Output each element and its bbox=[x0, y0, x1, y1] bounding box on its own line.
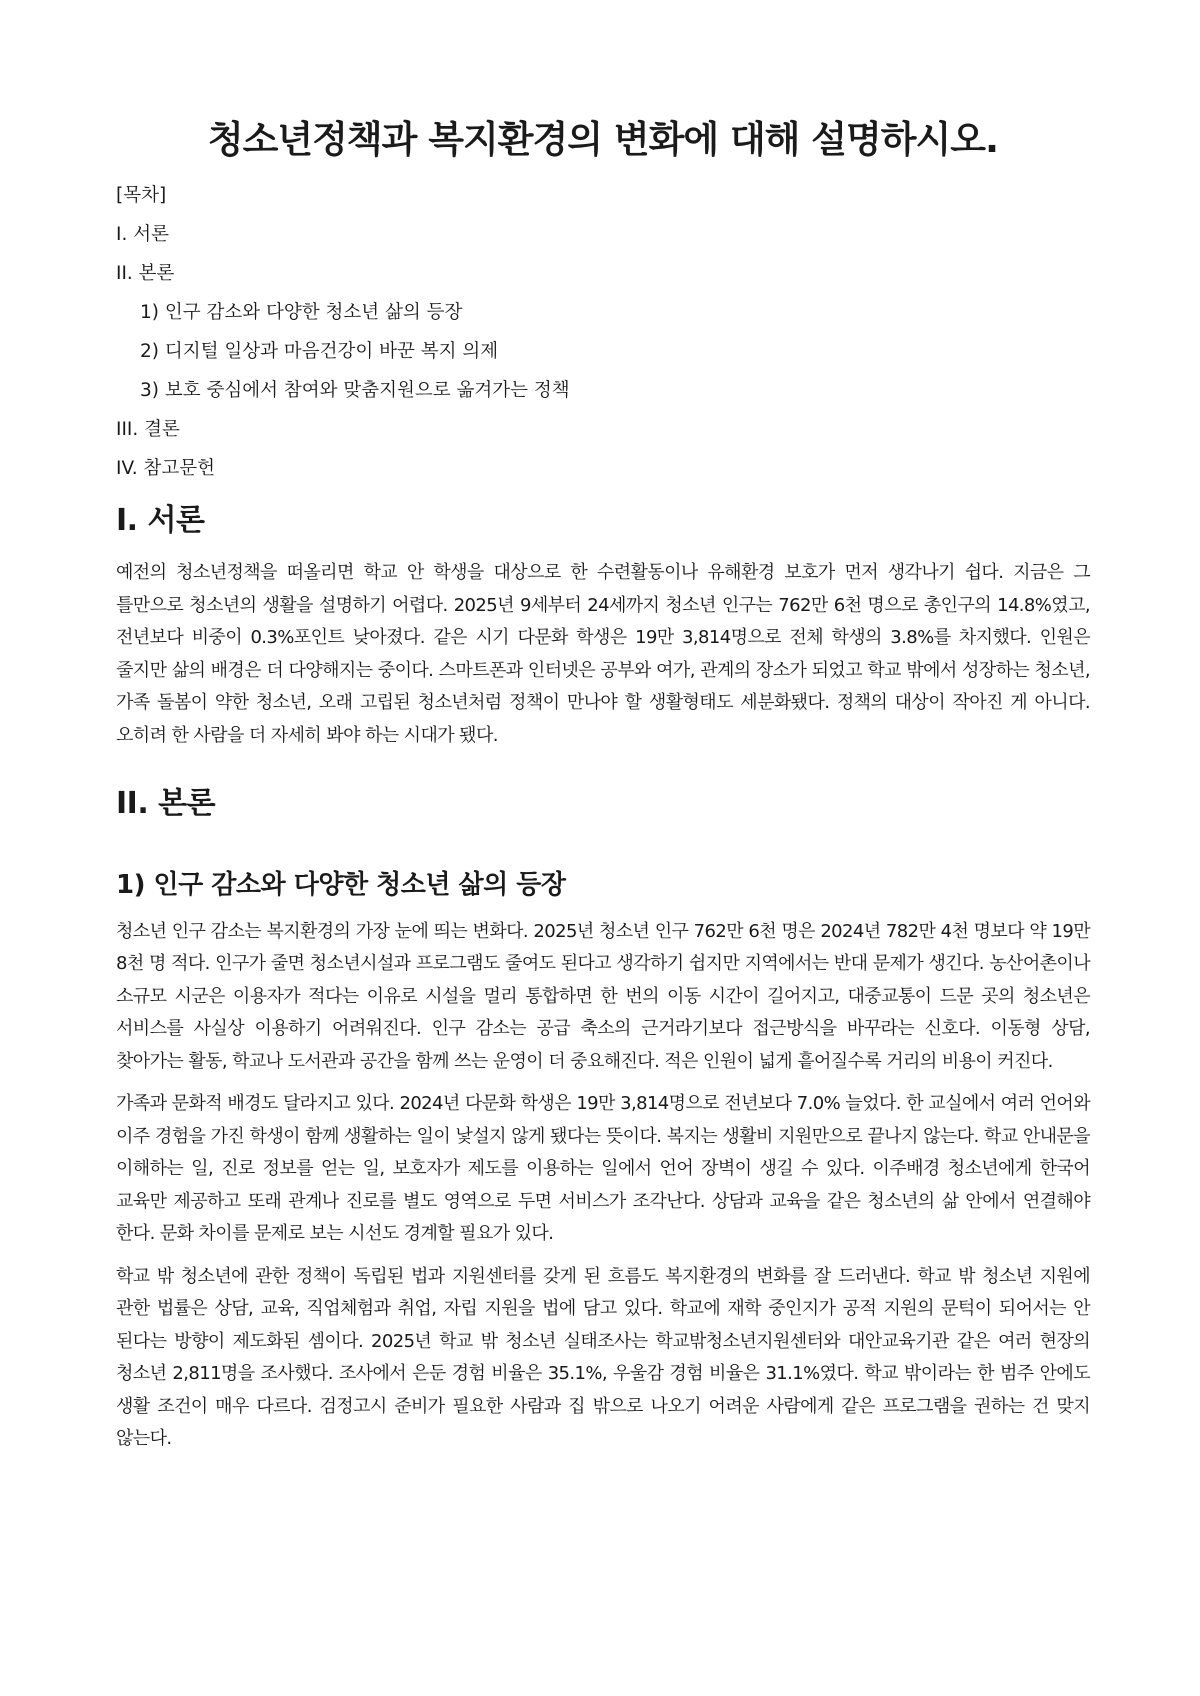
toc-item-intro: I. 서론 bbox=[116, 224, 169, 246]
section-spacer bbox=[116, 762, 1090, 786]
toc-heading: [목차] bbox=[116, 185, 167, 207]
body-section1-paragraph-3: 학교 밖 청소년에 관한 정책이 독립된 법과 지원센터를 갖게 된 흐름도 복지환경의 변화를 잘 드러낸다. 학교 밖 청소년 지원에 관한 법률은 상담, 교육, 직업체험과 취업, 자립 지원을 법에 담고 있다. 학교에 재학 중인지가 공적 지원의 문턱이 되어서는 안 된다는 방향이 제도화된 셈이다. 2025년 학교 밖 청소년 실태조사는 학교밖청소년지원센터와 대안교육기관 같은 여러 현장의 청소년 2,811명을 조사했다. 조사에서 은둔 경험 비율은 35.1%, 우울감 경험 비율은 31.1%였다. 학교 밖이라는 한 범주 안에도 생활 조건이 매우 다르다. 검정고시 준비가 필요한 사람과 집 밖으로 나오기 어려운 사람에게 같은 프로그램을 권하는 건 맞지 않는다. bbox=[116, 1265, 1090, 1450]
body-section1-heading: 1) 인구 감소와 다양한 청소년 삶의 등장 bbox=[116, 870, 566, 901]
toc-item-body-1: 1) 인구 감소와 다양한 청소년 삶의 등장 bbox=[140, 302, 463, 324]
toc-item-references: IV. 참고문헌 bbox=[116, 458, 215, 480]
toc-item-body-3: 3) 보호 중심에서 참여와 맞춤지원으로 옮겨가는 정책 bbox=[140, 380, 570, 402]
body-section1-paragraph-2: 가족과 문화적 배경도 달라지고 있다. 2024년 다문화 학생은 19만 3,814명으로 전년보다 7.0% 늘었다. 한 교실에서 여러 언어와 이주 경험을 가진 학생이 함께 생활하는 일이 낯설지 않게 됐다는 뜻이다. 복지는 생활비 지원만으로 끝나지 않는다. 학교 안내문을 이해하는 일, 진로 정보를 얻는 일, 보호자가 제도를 이용하는 일에서 언어 장벽이 생길 수 있다. 이주배경 청소년에게 한국어 교육만 제공하고 또래 관계나 진로를 별도 영역으로 두면 서비스가 조각난다. 상담과 교육을 같은 청소년의 삶 안에서 연결해야 한다. 문화 차이를 문제로 보는 시선도 경계할 필요가 있다. bbox=[116, 1093, 1090, 1245]
toc-item-body-2: 2) 디지털 일상과 마음건강이 바꾼 복지 의제 bbox=[140, 341, 499, 363]
intro-paragraph: 예전의 청소년정책을 떠올리면 학교 안 학생을 대상으로 한 수련활동이나 유해환경 보호가 먼저 생각나기 쉽다. 지금은 그 틀만으로 청소년의 생활을 설명하기 어렵다. 2025년 9세부터 24세까지 청소년 인구는 762만 6천 명으로 총인구의 14.8%였고, 전년보다 비중이 0.3%포인트 낮아졌다. 같은 시기 다문화 학생은 19만 3,814명으로 전체 학생의 3.8%를 차지했다. 인원은 줄지만 삶의 배경은 더 다양해지는 중이다. 스마트폰과 인터넷은 공부와 여가, 관계의 장소가 되었고 학교 밖에서 성장하는 청소년, 가족 돌봄이 약한 청소년, 오래 고립된 청소년처럼 정책이 만나야 할 생활형태도 세분화됐다. 정책의 대상이 작아진 게 아니다. 오히려 한 사람을 더 자세히 봐야 하는 시대가 됐다. bbox=[116, 562, 1090, 746]
toc-item-body: II. 본론 bbox=[116, 263, 175, 285]
body-section1-paragraph-1: 청소년 인구 감소는 복지환경의 가장 눈에 띄는 변화다. 2025년 청소년 인구 762만 6천 명은 2024년 782만 4천 명보다 약 19만 8천 명 적다. 인구가 줄면 청소년시설과 프로그램도 줄여도 된다고 생각하기 쉽지만 지역에서는 반대 문제가 생긴다. 농산어촌이나 소규모 시군은 이용자가 적다는 이유로 시설을 멀리 통합하면 한 번의 이동 시간이 길어지고, 대중교통이 드문 곳의 청소년은 서비스를 사실상 이용하기 어려워진다. 인구 감소는 공급 축소의 근거라기보다 접근방식을 바꾸라는 신호다. 이동형 상담, 찾아가는 활동, 학교나 도서관과 공간을 함께 쓰는 운영이 더 중요해진다. 적은 인원이 넓게 흩어질수록 거리의 비용이 커진다. bbox=[116, 920, 1090, 1072]
document-title: 청소년정책과 복지환경의 변화에 대해 설명하시오. bbox=[207, 118, 999, 161]
toc-item-conclusion: III. 결론 bbox=[116, 419, 180, 441]
body-heading: II. 본론 bbox=[116, 786, 216, 822]
table-of-contents bbox=[116, 184, 1090, 481]
section-spacer bbox=[116, 840, 1090, 870]
intro-heading: I. 서론 bbox=[116, 503, 205, 539]
